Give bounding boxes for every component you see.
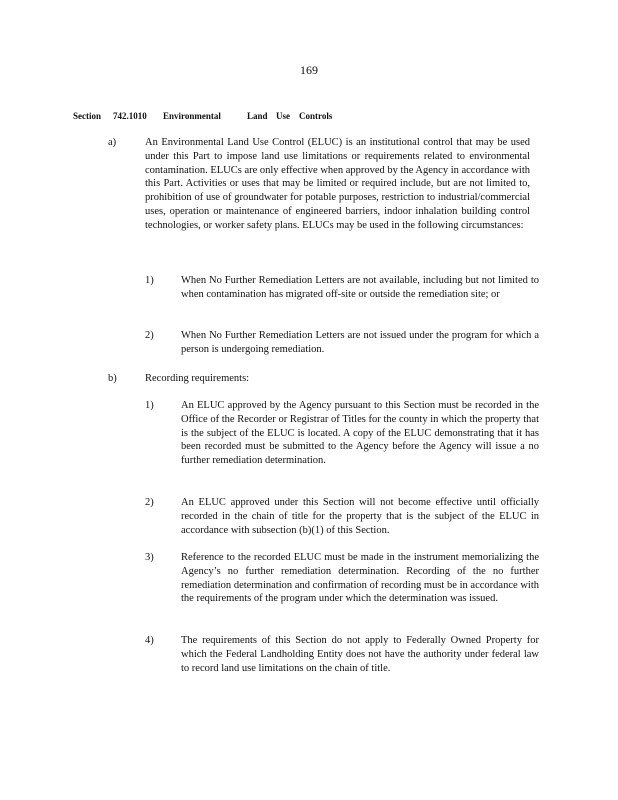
section-title-word: Controls (299, 111, 333, 121)
item-a1-text: When No Further Remediation Letters are not available, including but not limited to when contamination has migrated off-site or outside the remediation site; or (181, 275, 539, 300)
item-b1-text: An ELUC approved by the Agency pursuant to this Section must be recorded in the Office of the Recorder or Registrar of Titles for the county in which the property that is the subject of the ELUC is located. A copy of the ELUC demonstrating that it has been recorded must be submitted to the Agency before the Agency will issue a no further remediation determination. (181, 400, 539, 467)
section-title-word: Land (247, 111, 268, 121)
subsection-a-marker: a) (108, 137, 117, 148)
section-number: 742.1010 (113, 111, 147, 121)
item-b2-text: An ELUC approved under this Section will not become effective until officially recorded in the chain of title for the property that is the subject of the ELUC in accordance with subsection (b)(1) of this Section. (181, 497, 539, 536)
page-number: 169 (300, 63, 318, 77)
item-a2-marker: 2) (145, 330, 154, 341)
subsection-a-text: An Environmental Land Use Control (ELUC) is an institutional control that may be used under this Part to impose land use limitations or requirements related to environmental contamination. ELUCs are only effective when approved by the Agency in accordance with this Part. Activities or uses that may be limited or required include, but are not limited to, prohibition of use of groundwater for potable purposes, restriction to industrial/commercial uses, operation or maintenance of engineered barriers, indoor inhalation building control technologies, or worker safety plans. ELUCs may be used in the following circumstances: (145, 137, 530, 231)
subsection-b-text: Recording requirements: (145, 373, 250, 384)
item-b3-text: Reference to the recorded ELUC must be made in the instrument memorializing the Agency’s no further remediation determination. Recording of the no further remediation determination and confirmation of recording must be in accordance with the requirements of the program under which the determination was issued. (181, 552, 539, 605)
section-title-word: Use (276, 111, 290, 121)
section-word: Section (73, 111, 101, 121)
item-b1-marker: 1) (145, 400, 154, 411)
item-b3-marker: 3) (145, 552, 154, 563)
item-a1-marker: 1) (145, 275, 154, 286)
item-b2-marker: 2) (145, 497, 154, 508)
item-b4-text: The requirements of this Section do not apply to Federally Owned Property for which the Federal Landholding Entity does not have the authority under federal law to record land use limitations on the chain of title. (181, 635, 539, 674)
section-title-word: Environmental (163, 111, 221, 121)
subsection-b-marker: b) (108, 373, 117, 384)
item-b4-marker: 4) (145, 635, 154, 646)
item-a2-text: When No Further Remediation Letters are not issued under the program for which a person is undergoing remediation. (181, 330, 539, 355)
